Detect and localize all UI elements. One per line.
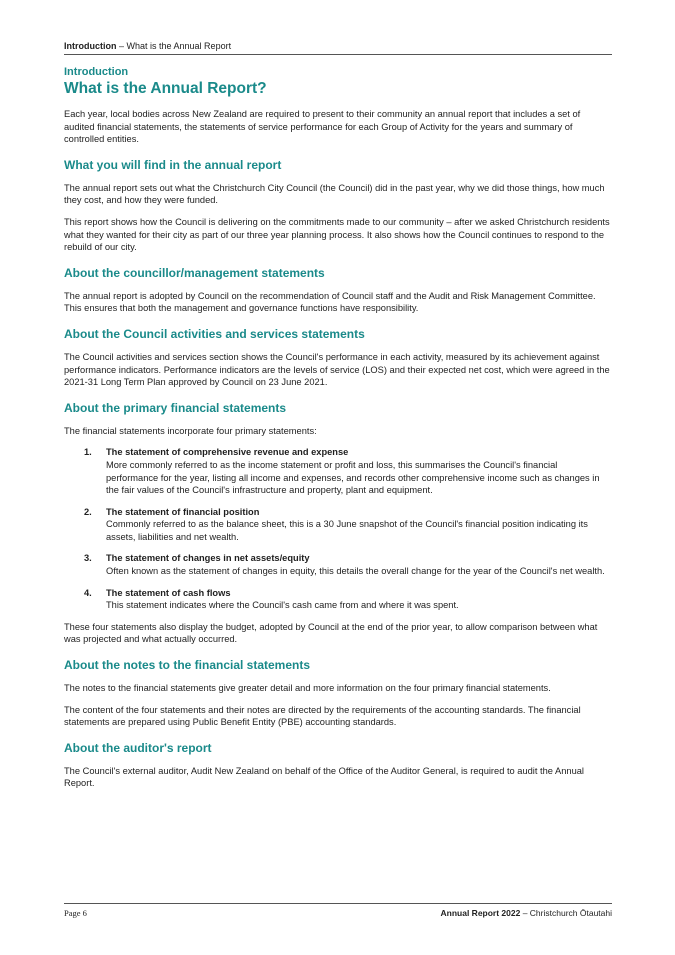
- header-section: Introduction: [64, 41, 117, 51]
- section-label: Introduction: [64, 66, 129, 78]
- list-item-title: The statement of financial position: [106, 506, 260, 517]
- footer-separator: –: [520, 908, 530, 918]
- find-paragraph-2: This report shows how the Council is delivering on the commitments made to our community – after we asked Christchurch residents what they wanted for their city as part of our three year planning process. It also shows how the Council continues to respond to the rebuild of our city.: [64, 216, 610, 253]
- list-item-title: The statement of changes in net assets/equity: [106, 553, 310, 564]
- list-item-title: The statement of comprehensive revenue and expense: [106, 447, 349, 458]
- page-number: Page 6: [64, 908, 87, 918]
- list-item: [84, 552, 612, 577]
- heading-councillor-statements: About the councillor/management statements: [64, 265, 325, 280]
- city-name: Christchurch Ōtautahi: [529, 908, 612, 918]
- intro-paragraph: Each year, local bodies across New Zealand are required to present to their community an annual report that includes a set of audited financial statements, the statements of service performance for each Group of Activity for the years and summary of controlled entities.: [64, 109, 581, 145]
- list-item-number: 2.: [84, 506, 92, 517]
- heading-auditor-report: About the auditor's report: [64, 740, 212, 755]
- list-item: [84, 587, 612, 612]
- list-item-number: 4.: [84, 587, 92, 598]
- report-name: Annual Report 2022: [440, 908, 521, 918]
- list-item-number: 3.: [84, 553, 92, 564]
- header-separator: –: [116, 41, 127, 51]
- heading-notes: About the notes to the financial statements: [64, 658, 311, 673]
- report-title: [441, 908, 612, 919]
- primary-outro: These four statements also display the budget, adopted by Council at the end of the prior year, to allow comparison between what was projected and what actually occurred.: [64, 621, 598, 645]
- primary-intro: The financial statements incorporate four primary statements:: [64, 425, 317, 436]
- statements-list: [64, 446, 612, 612]
- notes-paragraph-1: The notes to the financial statements give greater detail and more information on the four primary financial statements.: [64, 683, 551, 694]
- list-item-text: Often known as the statement of changes in equity, this details the overall change for the year of the Council's net wealth.: [106, 566, 605, 577]
- page-title: What is the Annual Report?: [64, 80, 267, 97]
- running-footer: [64, 903, 612, 918]
- auditor-paragraph: The Council's external auditor, Audit New Zealand on behalf of the Office of the Auditor General, is required to audit the Annual Report.: [64, 765, 584, 789]
- list-item-number: 1.: [84, 447, 92, 458]
- list-item-title: The statement of cash flows: [106, 587, 231, 598]
- list-item-text: More commonly referred to as the income statement or profit and loss, this summarises the Council's financial performance for the year, listing all income and expenses, and records other comprehensive income such as changes in the fair values of the Council's infrastructure and property, plant and equipment.: [106, 459, 600, 496]
- list-item-text: Commonly referred to as the balance sheet, this is a 30 June snapshot of the Council's financial position indicating its assets, liabilities and net wealth.: [106, 519, 588, 542]
- list-item-text: This statement indicates where the Council's cash came from and where it was spent.: [106, 600, 459, 611]
- header-topic: What is the Annual Report: [126, 41, 232, 51]
- list-item: [84, 446, 612, 496]
- heading-activities-statements: About the Council activities and services statements: [64, 326, 365, 341]
- list-item: [84, 506, 612, 544]
- councillor-paragraph: The annual report is adopted by Council on the recommendation of Council staff and the Audit and Risk Management Committee. This ensures that both the management and governance functions have responsibility.: [64, 290, 596, 314]
- page-content: [64, 65, 612, 799]
- heading-primary-statements: About the primary financial statements: [64, 400, 287, 415]
- notes-paragraph-2: The content of the four statements and their notes are directed by the requirements of the accounting standards. The financial statements are prepared using Public Benefit Entity (PBE) accounting standards.: [64, 704, 581, 728]
- find-paragraph-1: The annual report sets out what the Christchurch City Council (the Council) did in the past year, why we did those things, how much they cost, and how they were funded.: [64, 182, 605, 206]
- activities-paragraph: The Council activities and services section shows the Council's performance in each activity, measured by its achievement against performance indicators. Performance indicators are the levels of service (LOS) and their expected net cost, which were agreed in the 2021-31 Long Term Plan approved by Council on 23 June 2021.: [64, 351, 610, 388]
- running-header: [64, 40, 612, 55]
- heading-what-you-will-find: What you will find in the annual report: [64, 157, 282, 172]
